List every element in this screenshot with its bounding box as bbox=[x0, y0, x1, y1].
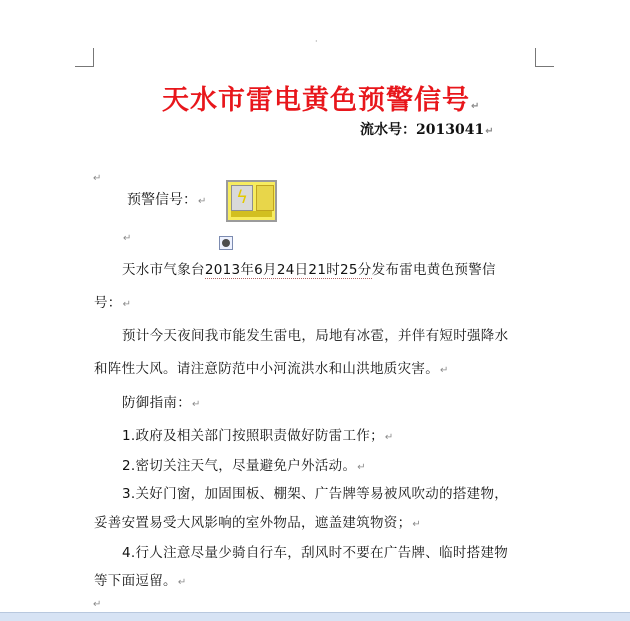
page-corner-mark-top-right bbox=[535, 48, 554, 67]
empty-paragraph bbox=[122, 226, 131, 245]
guide-item-3-line-1 bbox=[122, 482, 508, 502]
paragraph-mark: ↵ bbox=[122, 299, 132, 310]
document-title bbox=[162, 78, 480, 117]
page-corner-mark-top-left bbox=[75, 48, 94, 67]
paragraph-mark: ↵ bbox=[440, 365, 449, 376]
paragraph-mark: ↵ bbox=[471, 101, 481, 112]
date-text: 2013年6月24日21时25分 bbox=[204, 262, 372, 278]
guide-item-3-line-2 bbox=[94, 511, 421, 531]
paragraph-mark: ↵ bbox=[93, 173, 102, 184]
paragraph-mark: ↵ bbox=[384, 432, 394, 443]
paragraph-1-line-1 bbox=[122, 258, 496, 278]
text-run: 4.行人注意尽量少骑自行车，刮风时不要在广告牌、临时搭建物 bbox=[122, 545, 509, 561]
empty-paragraph bbox=[92, 166, 101, 185]
paragraph-2-line-2 bbox=[94, 357, 449, 377]
warning-color-strip bbox=[231, 211, 272, 217]
paragraph-mark: ↵ bbox=[485, 126, 494, 137]
serial-number bbox=[360, 119, 494, 139]
paragraph-mark: ↵ bbox=[123, 233, 132, 244]
header-dot: · bbox=[315, 37, 318, 46]
text-run: 天水市气象台 bbox=[122, 262, 205, 278]
guide-item-1 bbox=[122, 424, 394, 444]
text-run: 等下面逗留。 bbox=[94, 573, 177, 589]
lightning-bolt-icon: ϟ bbox=[231, 185, 253, 211]
signal-label bbox=[127, 189, 206, 209]
paragraph-2-line-1 bbox=[122, 324, 508, 344]
guide-title bbox=[122, 391, 201, 411]
paragraph-mark: ↵ bbox=[192, 399, 201, 410]
guide-item-4-line-2 bbox=[94, 569, 187, 589]
serial-text: 流水号：2013041 bbox=[360, 122, 485, 138]
text-run: 妥善安置易受大风影响的室外物品，遮盖建筑物资； bbox=[94, 515, 412, 531]
lightning-yellow-warning-icon[interactable] bbox=[226, 180, 277, 222]
text-run: 和阵性大风。请注意防范中小河流洪水和山洪地质灾害。 bbox=[94, 361, 439, 377]
paragraph-mark: ↵ bbox=[412, 519, 422, 530]
text-run: 发布雷电黄色预警信 bbox=[371, 262, 496, 278]
guide-item-2 bbox=[122, 454, 366, 474]
text-run: 2.密切关注天气，尽量避免户外活动。 bbox=[122, 458, 357, 474]
text-run: 预计今天夜间我市能发生雷电，局地有冰雹，并伴有短时强降水 bbox=[122, 328, 509, 344]
empty-paragraph bbox=[92, 592, 101, 611]
paragraph-mark: ↵ bbox=[93, 599, 102, 610]
paragraph-mark: ↵ bbox=[357, 462, 366, 473]
paragraph-mark: ↵ bbox=[177, 577, 187, 588]
text-run: 号： bbox=[94, 295, 122, 311]
text-run: 3.关好门窗，加固围板、棚架、广告牌等易被风吹动的搭建物， bbox=[122, 486, 509, 502]
title-text: 天水市雷电黄色预警信号 bbox=[162, 85, 470, 116]
warning-glyph-box bbox=[256, 185, 274, 211]
paragraph-mark: ↵ bbox=[198, 196, 207, 207]
signal-label-text: 预警信号： bbox=[127, 192, 197, 208]
text-run: 防御指南： bbox=[122, 395, 191, 411]
paragraph-1-line-2 bbox=[94, 291, 131, 311]
text-run: 1.政府及相关部门按照职责做好防雷工作； bbox=[122, 428, 384, 444]
guide-item-4-line-1 bbox=[122, 541, 508, 561]
object-anchor-icon[interactable] bbox=[219, 236, 233, 250]
